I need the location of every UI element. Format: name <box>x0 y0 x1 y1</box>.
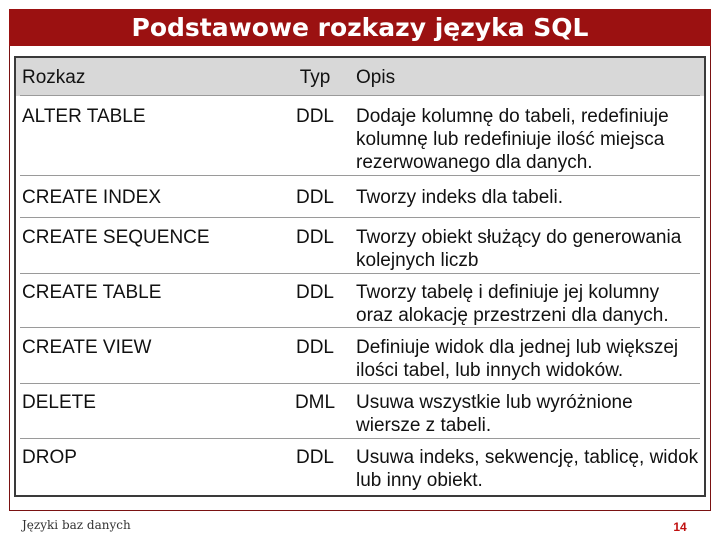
header-opis: Opis <box>356 67 396 88</box>
header-rozkaz: Rozkaz <box>22 67 86 88</box>
description-cell: Tworzy obiekt służący do generowania kolejnych liczb <box>356 227 682 271</box>
slide-title: Podstawowe rozkazy języka SQL <box>9 9 711 46</box>
header-typ: Typ <box>299 67 331 88</box>
description-cell: Definiuje widok dla jednej lub większej ilości tabel, lub innych widoków. <box>356 337 679 381</box>
description-cell: Usuwa wszystkie lub wyróżnione wiersze z tabeli. <box>356 392 633 436</box>
command-cell: DROP <box>22 447 77 468</box>
footer-course-name: Języki baz danych <box>22 518 131 532</box>
description-cell: Usuwa indeks, sekwencję, tablicę, widok lub inny obiekt. <box>356 447 699 491</box>
row-divider <box>20 383 700 384</box>
command-cell: DELETE <box>22 392 96 413</box>
type-cell: DDL <box>295 106 334 127</box>
type-cell: DML <box>294 392 336 413</box>
sql-commands-table <box>14 56 706 497</box>
command-cell: CREATE VIEW <box>22 337 152 358</box>
type-cell: DDL <box>295 282 334 303</box>
command-cell: CREATE SEQUENCE <box>22 227 210 248</box>
header-divider <box>20 95 700 96</box>
command-cell: CREATE TABLE <box>22 282 162 303</box>
description-cell: Tworzy indeks dla tabeli. <box>356 187 563 208</box>
description-cell: Tworzy tabelę i definiuje jej kolumny oraz alokację przestrzeni dla danych. <box>356 282 669 326</box>
type-cell: DDL <box>295 227 334 248</box>
table-header-row <box>16 58 704 96</box>
description-cell: Dodaje kolumnę do tabeli, redefiniuje kolumnę lub redefiniuje ilość miejsca rezerwowanego dla danych. <box>356 106 669 173</box>
command-cell: ALTER TABLE <box>22 106 146 127</box>
type-cell: DDL <box>295 447 334 468</box>
type-cell: DDL <box>295 337 334 358</box>
row-divider <box>20 217 700 218</box>
page-number: 14 <box>673 520 687 534</box>
row-divider <box>20 327 700 328</box>
row-divider <box>20 175 700 176</box>
command-cell: CREATE INDEX <box>22 187 162 208</box>
type-cell: DDL <box>295 187 334 208</box>
row-divider <box>20 273 700 274</box>
row-divider <box>20 438 700 439</box>
